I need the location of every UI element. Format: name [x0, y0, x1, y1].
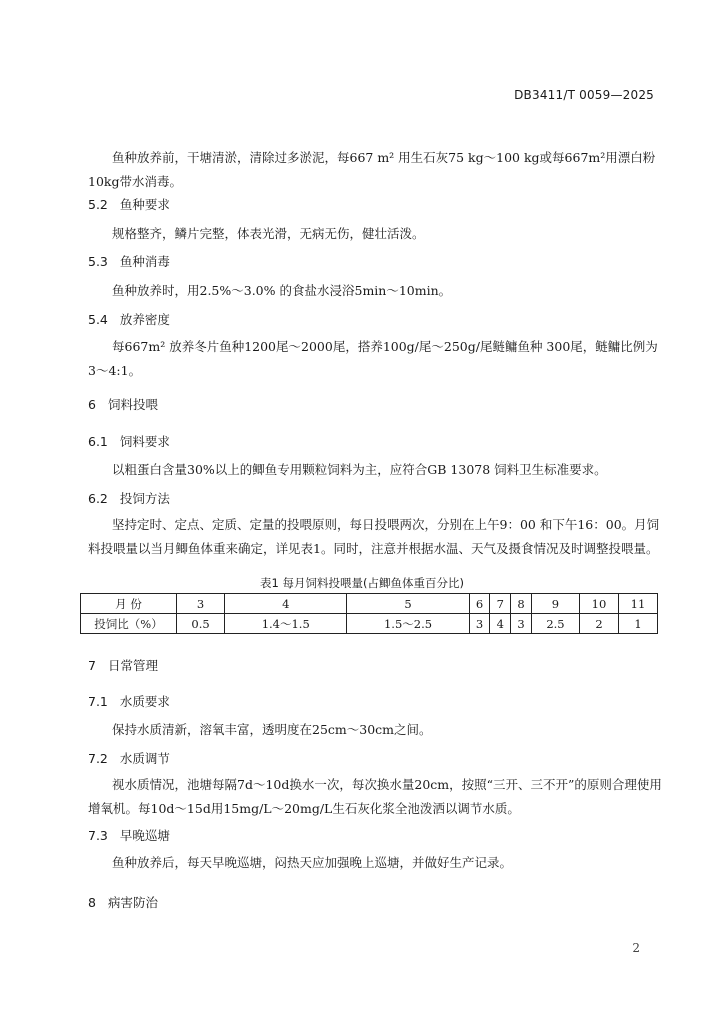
section-number: 5.3: [88, 254, 108, 269]
section-5-4-heading: [88, 310, 170, 328]
row-label-ratio: 投饲比（%）: [81, 614, 177, 634]
section-number: 7.3: [88, 828, 108, 843]
section-title: 鱼种消毒: [119, 254, 170, 269]
table-cell-month: 10: [580, 594, 619, 614]
table-cell-ratio: 3: [511, 614, 532, 634]
section-number: 5.2: [88, 197, 108, 212]
table-caption: 表1 每月饲料投喂量(占鲫鱼体重百分比): [260, 576, 464, 590]
table-cell-ratio: 1.4～1.5: [225, 614, 347, 634]
section-5-3-text: 鱼种放养时，用2.5%～3.0% 的食盐水浸浴5min～10min。: [112, 283, 452, 298]
section-6-1-heading: [88, 432, 170, 450]
section-title: 日常管理: [107, 658, 158, 673]
section-number: 5.4: [88, 312, 108, 327]
table-cell-month: 5: [347, 594, 469, 614]
section-title: 投饲方法: [119, 491, 170, 506]
section-7-2-text: 视水质情况，池塘每隔7d～10d换水一次，每次换水量20cm，按照“三开、三不开”的原则合理使用增氧机。每10d～15d用15mg/L～20mg/L生石灰化浆全池泼洒以调节水质。: [88, 777, 662, 816]
section-number: 6.2: [88, 491, 108, 506]
table-cell-month: 4: [225, 594, 347, 614]
section-title: 早晚巡塘: [119, 828, 170, 843]
section-number: 6: [88, 397, 96, 412]
section-6-2-heading: [88, 489, 170, 507]
section-title: 水质要求: [119, 694, 170, 709]
table-row-months: [81, 594, 658, 614]
feeding-table: [80, 593, 658, 634]
document-code: DB3411/T 0059—2025: [514, 88, 654, 102]
table-cell-ratio: 1.5～2.5: [347, 614, 469, 634]
section-5-3-heading: [88, 252, 170, 270]
section-number: 8: [88, 895, 96, 910]
section-5-4-text: 每667m² 放养冬片鱼种1200尾～2000尾，搭养100g/尾～250g/尾鲢鳙鱼种 300尾，鲢鳙比例为3～4:1。: [88, 339, 658, 378]
table-cell-month: 7: [490, 594, 511, 614]
table-cell-ratio: 4: [490, 614, 511, 634]
section-5-2-heading: [88, 195, 170, 213]
table-cell-month: 3: [177, 594, 225, 614]
table-cell-month: 8: [511, 594, 532, 614]
section-7-2-heading: [88, 749, 170, 767]
section-title: 饲料投喂: [107, 397, 158, 412]
section-6-1-text: 以粗蛋白含量30%以上的鲫鱼专用颗粒饲料为主，应符合GB 13078 饲料卫生标准要求。: [112, 462, 607, 477]
table-row-ratios: [81, 614, 658, 634]
table-cell-month: 9: [531, 594, 579, 614]
row-label-month: 月 份: [81, 594, 177, 614]
intro-paragraph: 鱼种放养前，干塘清淤，清除过多淤泥，每667 m² 用生石灰75 kg～100 kg或每667m²用漂白粉10kg带水消毒。: [88, 150, 656, 189]
table-cell-ratio: 3: [469, 614, 490, 634]
section-title: 鱼种要求: [119, 197, 170, 212]
page-number: 2: [632, 941, 640, 955]
table-cell-month: 11: [618, 594, 657, 614]
section-7-3-text: 鱼种放养后，每天早晚巡塘，闷热天应加强晚上巡塘，并做好生产记录。: [112, 855, 513, 870]
section-title: 病害防治: [107, 895, 158, 910]
section-6-heading: [88, 395, 158, 413]
section-title: 饲料要求: [119, 434, 170, 449]
section-number: 7.1: [88, 694, 108, 709]
section-8-heading: [88, 893, 158, 911]
table-cell-month: 6: [469, 594, 490, 614]
table-cell-ratio: 2.5: [531, 614, 579, 634]
section-number: 7: [88, 658, 96, 673]
section-title: 水质调节: [119, 751, 170, 766]
table-cell-ratio: 0.5: [177, 614, 225, 634]
section-7-3-heading: [88, 826, 170, 844]
section-6-2-text: 坚持定时、定点、定质、定量的投喂原则，每日投喂两次，分别在上午9：00 和下午16：00。月饲料投喂量以当月鲫鱼体重来确定，详见表1。同时，注意并根据水温、天气及摄食情况及时调整投喂量。: [88, 517, 660, 556]
section-7-1-text: 保持水质清新，溶氧丰富，透明度在25cm～30cm之间。: [112, 722, 432, 737]
section-number: 7.2: [88, 751, 108, 766]
section-number: 6.1: [88, 434, 108, 449]
table-cell-ratio: 1: [618, 614, 657, 634]
section-5-2-text: 规格整齐，鳞片完整，体表光滑，无病无伤，健壮活泼。: [112, 226, 425, 241]
section-title: 放养密度: [119, 312, 170, 327]
table-cell-ratio: 2: [580, 614, 619, 634]
section-7-1-heading: [88, 692, 170, 710]
section-7-heading: [88, 656, 158, 674]
